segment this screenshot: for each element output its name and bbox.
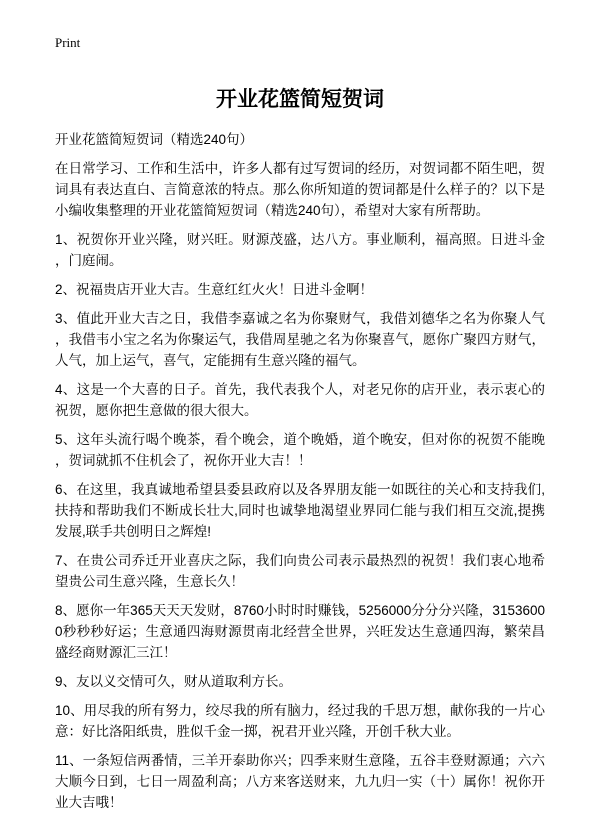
- greeting-item-10: 10、用尽我的所有努力，绞尽我的所有脑力，经过我的千思万想，献你我的一片心意：好比洛阳纸贵，胜似千金一掷，祝君开业兴隆，开创千秋大业。: [55, 703, 545, 739]
- greeting-item-9: 9、友以义交情可久，财从道取利方长。: [55, 674, 293, 689]
- intro-paragraph: 在日常学习、工作和生活中，许多人都有过写贺词的经历，对贺词都不陌生吧，贺词具有表达直白、言简意浓的特点。那么你所知道的贺词都是什么样子的？以下是小编收集整理的开业花篮简短贺词（精选240句），希望对大家有所帮助。: [55, 161, 545, 218]
- greeting-item-11: 11、一条短信两番情，三羊开泰助你兴；四季来财生意隆，五谷丰登财源通；六六大顺今日到，七日一周盈利高；八方来客送财来，九九归一实（十）属你！祝你开业大吉哦！: [55, 753, 545, 810]
- print-link[interactable]: Print: [55, 35, 81, 50]
- greeting-item-6: 6、在这里，我真诚地希望县委县政府以及各界朋友能一如既往的关心和支持我们,扶持和帮助我们不断成长壮大,同时也诚挚地渴望业界同仁能与我们相互交流,提携发展,联手共创明日之辉煌!: [55, 482, 545, 539]
- greeting-item-4: 4、这是一个大喜的日子。首先，我代表我个人，对老兄你的店开业，表示衷心的祝贺，愿你把生意做的很大很大。: [55, 382, 545, 418]
- greeting-item-7: 7、在贵公司乔迁开业喜庆之际，我们向贵公司表示最热烈的祝贺！我们衷心地希望贵公司生意兴隆，生意长久！: [55, 553, 545, 589]
- page-title: 开业花篮简短贺词: [216, 88, 384, 111]
- greeting-item-2: 2、祝福贵店开业大吉。生意红红火火！日进斗金啊！: [55, 282, 374, 297]
- greeting-item-8: 8、愿你一年365天天天发财，8760小时时时赚钱，5256000分分分兴隆，31536000秒秒秒好运；生意通四海财源贯南北经营全世界，兴旺发达生意通四海，繁荣昌盛经商财源汇三江！: [55, 603, 545, 660]
- greeting-item-1: 1、祝贺你开业兴隆，财兴旺。财源茂盛，达八方。事业顺利，福高照。日进斗金，门庭闹。: [55, 232, 545, 268]
- greeting-item-5: 5、这年头流行喝个晚茶，看个晚会，道个晚婚，道个晚安，但对你的祝贺不能晚，贺词就抓不住机会了，祝你开业大吉！！: [55, 432, 545, 468]
- greeting-item-3: 3、值此开业大吉之日，我借李嘉诚之名为你聚财气，我借刘德华之名为你聚人气，我借韦小宝之名为你聚运气，我借周星驰之名为你聚喜气，愿你广聚四方财气，人气，加上运气，喜气，定能拥有生意兴隆的福气。: [55, 311, 545, 368]
- document-subtitle: 开业花篮简短贺词（精选240句）: [55, 132, 254, 147]
